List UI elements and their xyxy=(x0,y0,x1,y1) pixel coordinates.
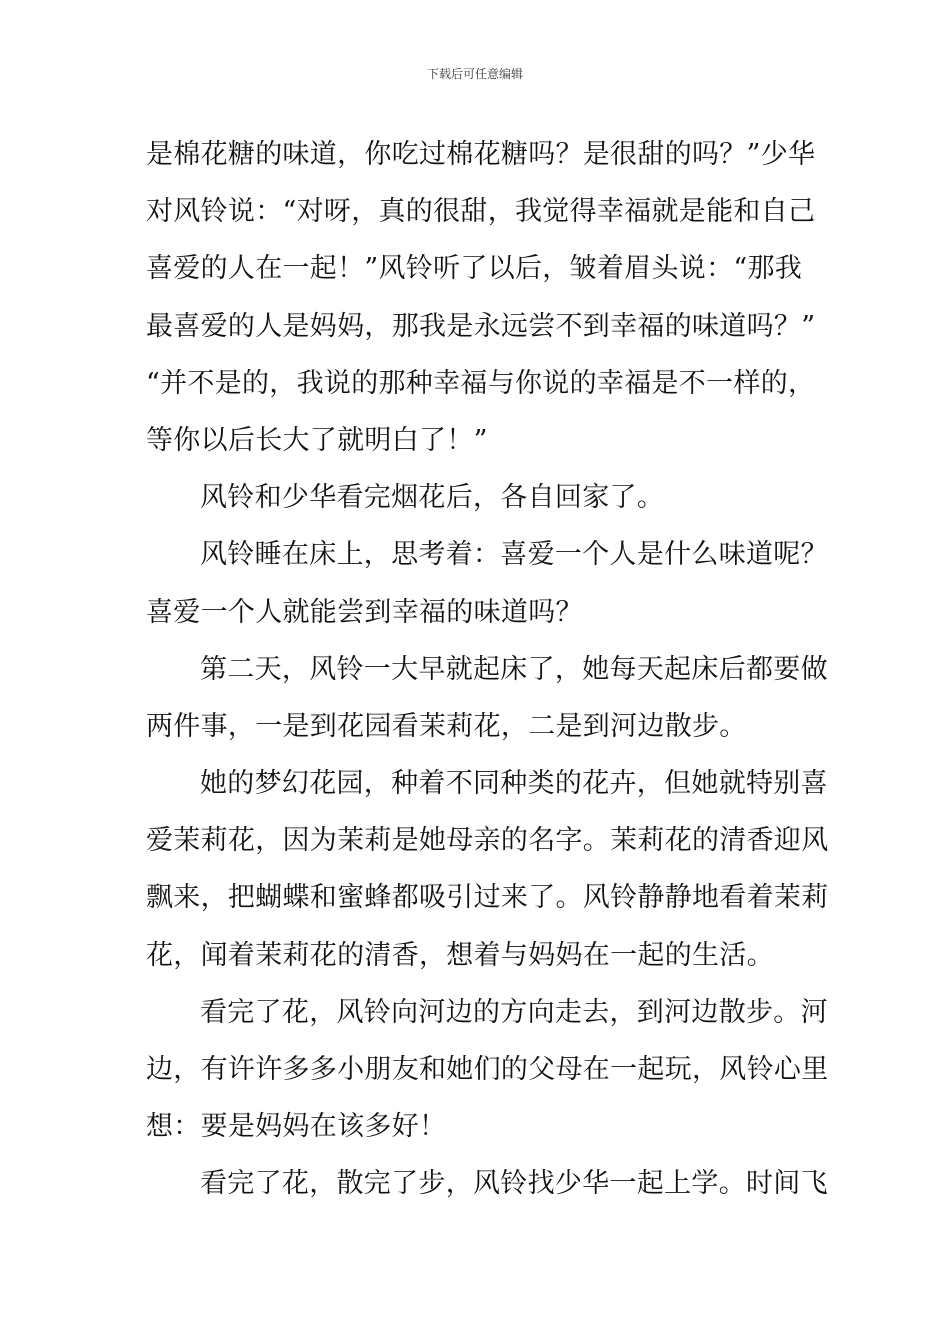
text-line: 风铃和少华看完烟花后，各自回家了。 xyxy=(200,482,665,514)
text-line: 花，闻着茉莉花的清香，想着与妈妈在一起的生活。 xyxy=(146,939,774,971)
text-line: 是棉花糖的味道，你吃过棉花糖吗？是很甜的吗？”少华 xyxy=(146,139,816,170)
text-line: 最喜爱的人是妈妈，那我是永远尝不到幸福的味道吗？” xyxy=(146,310,816,342)
page-header: 下载后可任意编辑 xyxy=(426,67,523,81)
text-line: 看完了花，风铃向河边的方向走去，到河边散步。河 xyxy=(200,996,828,1028)
text-line: 两件事，一是到花园看茉莉花，二是到河边散步。 xyxy=(146,710,747,742)
text-line: 第二天，风铃一大早就起床了，她每天起床后都要做 xyxy=(200,653,828,685)
text-line: 她的梦幻花园，种着不同种类的花卉，但她就特别喜 xyxy=(200,768,828,800)
text-line: 风铃睡在床上，思考着：喜爱一个人是什么味道呢？ xyxy=(200,539,828,571)
text-line: 想：要是妈妈在该多好！ xyxy=(146,1111,447,1143)
text-line: 对风铃说：“对呀，真的很甜，我觉得幸福就是能和自己 xyxy=(146,196,816,228)
text-line: “并不是的，我说的那种幸福与你说的幸福是不一样的， xyxy=(146,367,816,399)
text-line: 边，有许许多多小朋友和她们的父母在一起玩，风铃心里 xyxy=(146,1054,829,1085)
document-body xyxy=(146,126,829,1213)
text-line: 等你以后长大了就明白了！” xyxy=(146,424,488,456)
text-line: 喜爱一个人就能尝到幸福的味道吗？ xyxy=(146,596,583,628)
text-line: 喜爱的人在一起！”风铃听了以后，皱着眉头说：“那我 xyxy=(146,253,803,285)
text-line: 爱茉莉花，因为茉莉是她母亲的名字。茉莉花的清香迎风 xyxy=(146,825,829,857)
text-line: 看完了花，散完了步，风铃找少华一起上学。时间飞 xyxy=(200,1168,828,1200)
text-line: 飘来，把蝴蝶和蜜蜂都吸引过来了。风铃静静地看着茉莉 xyxy=(146,882,829,914)
